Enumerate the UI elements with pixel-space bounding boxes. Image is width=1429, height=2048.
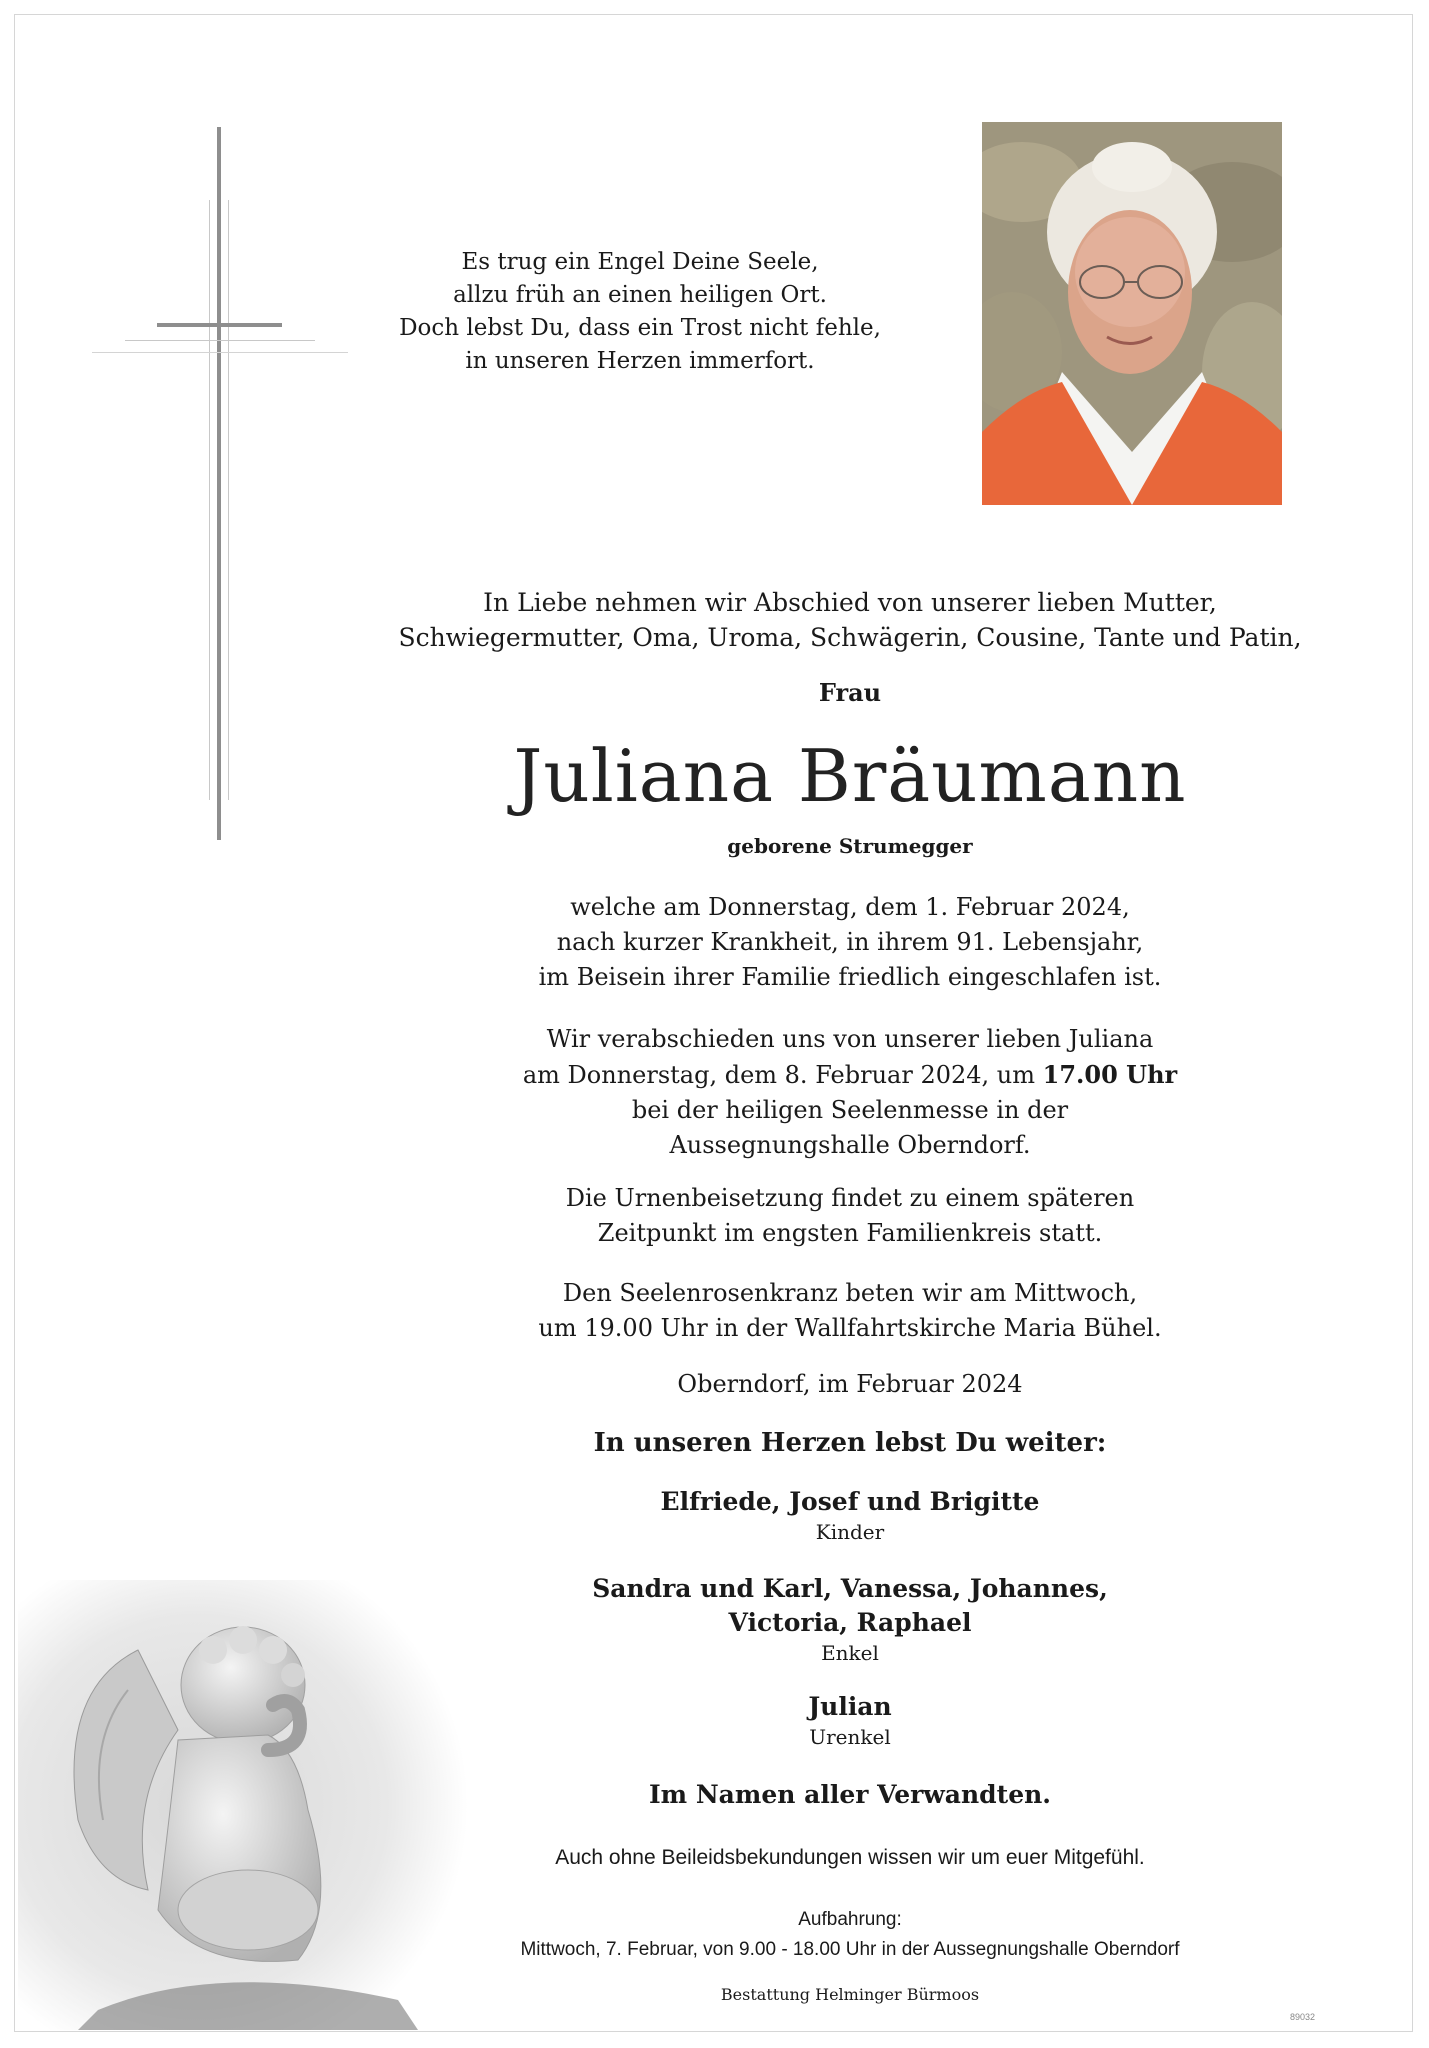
family-names: Sandra und Karl, Vanessa, Johannes,: [592, 1574, 1108, 1603]
farewell-line: bei der heiligen Seelenmesse in der: [631, 1096, 1069, 1124]
farewell-line: Aussegnungshalle Oberndorf.: [669, 1131, 1031, 1159]
deceased-name: Juliana Bräumann: [513, 734, 1187, 818]
angel-statue-image: [18, 1580, 468, 2030]
family-group-great-grandchildren: [380, 1690, 1320, 1750]
death-line: welche am Donnerstag, dem 1. Februar 2024,: [570, 893, 1130, 921]
relatives-line: Im Namen aller Verwandten.: [648, 1780, 1051, 1809]
viewing-info: [360, 1905, 1340, 1965]
urn-line: Die Urnenbeisetzung findet zu einem späteren: [565, 1184, 1135, 1212]
death-line: nach kurzer Krankheit, in ihrem 91. Lebensjahr,: [556, 928, 1144, 956]
honorific: Frau: [818, 678, 882, 707]
family-heading: In unseren Herzen lebst Du weiter:: [593, 1428, 1107, 1458]
viewing-text: Mittwoch, 7. Februar, von 9.00 - 18.00 Uhr in der Aussegnungshalle Oberndorf: [520, 1939, 1180, 1960]
farewell-line: [380, 1057, 1320, 1093]
family-names: Julian: [808, 1692, 892, 1721]
death-line: im Beisein ihrer Familie friedlich eingeschlafen ist.: [538, 963, 1162, 991]
urn-line: Zeitpunkt im engsten Familienkreis statt.: [597, 1219, 1103, 1247]
farewell-line: Wir verabschieden uns von unserer lieben Juliana: [546, 1025, 1154, 1053]
rosary-line: um 19.00 Uhr in der Wallfahrtskirche Maria Bühel.: [538, 1314, 1162, 1342]
portrait-photo: [982, 122, 1282, 505]
family-group-grandchildren: [380, 1572, 1320, 1666]
farewell-time: 17.00 Uhr: [1042, 1060, 1178, 1089]
viewing-label: Aufbahrung:: [798, 1909, 902, 1930]
intro-line: Schwiegermutter, Oma, Uroma, Schwägerin, Cousine, Tante und Patin,: [398, 623, 1302, 652]
form-code: 89032: [1290, 2012, 1316, 2022]
intro-text: [380, 585, 1320, 655]
family-role: Urenkel: [809, 1725, 891, 1749]
farewell-date: am Donnerstag, dem 8. Februar 2024, um: [522, 1061, 1043, 1089]
family-role: Kinder: [815, 1520, 885, 1544]
family-role: Enkel: [821, 1641, 879, 1665]
urn-notice: [380, 1181, 1320, 1251]
rosary-line: Den Seelenrosenkranz beten wir am Mittwoch,: [562, 1279, 1138, 1307]
maiden-name: geborene Strumegger: [727, 834, 973, 858]
condolence-note: Auch ohne Beileidsbekundungen wissen wir um euer Mitgefühl.: [555, 1846, 1145, 1869]
poem-line: allzu früh an einen heiligen Ort.: [453, 282, 827, 308]
rosary-notice: [380, 1276, 1320, 1346]
poem-line: in unseren Herzen immerfort.: [465, 348, 815, 374]
farewell-notice: [380, 1022, 1320, 1163]
family-names: Elfriede, Josef und Brigitte: [660, 1487, 1040, 1516]
family-group-children: [380, 1485, 1320, 1545]
death-notice: [380, 890, 1320, 995]
place-date: Oberndorf, im Februar 2024: [677, 1370, 1023, 1398]
poem: [380, 246, 900, 378]
poem-line: Es trug ein Engel Deine Seele,: [461, 249, 819, 275]
poem-line: Doch lebst Du, dass ein Trost nicht fehle,: [399, 315, 881, 341]
undertaker: Bestattung Helminger Bürmoos: [720, 1985, 980, 2004]
intro-line: In Liebe nehmen wir Abschied von unserer lieben Mutter,: [483, 588, 1217, 617]
family-names: Victoria, Raphael: [728, 1608, 972, 1637]
